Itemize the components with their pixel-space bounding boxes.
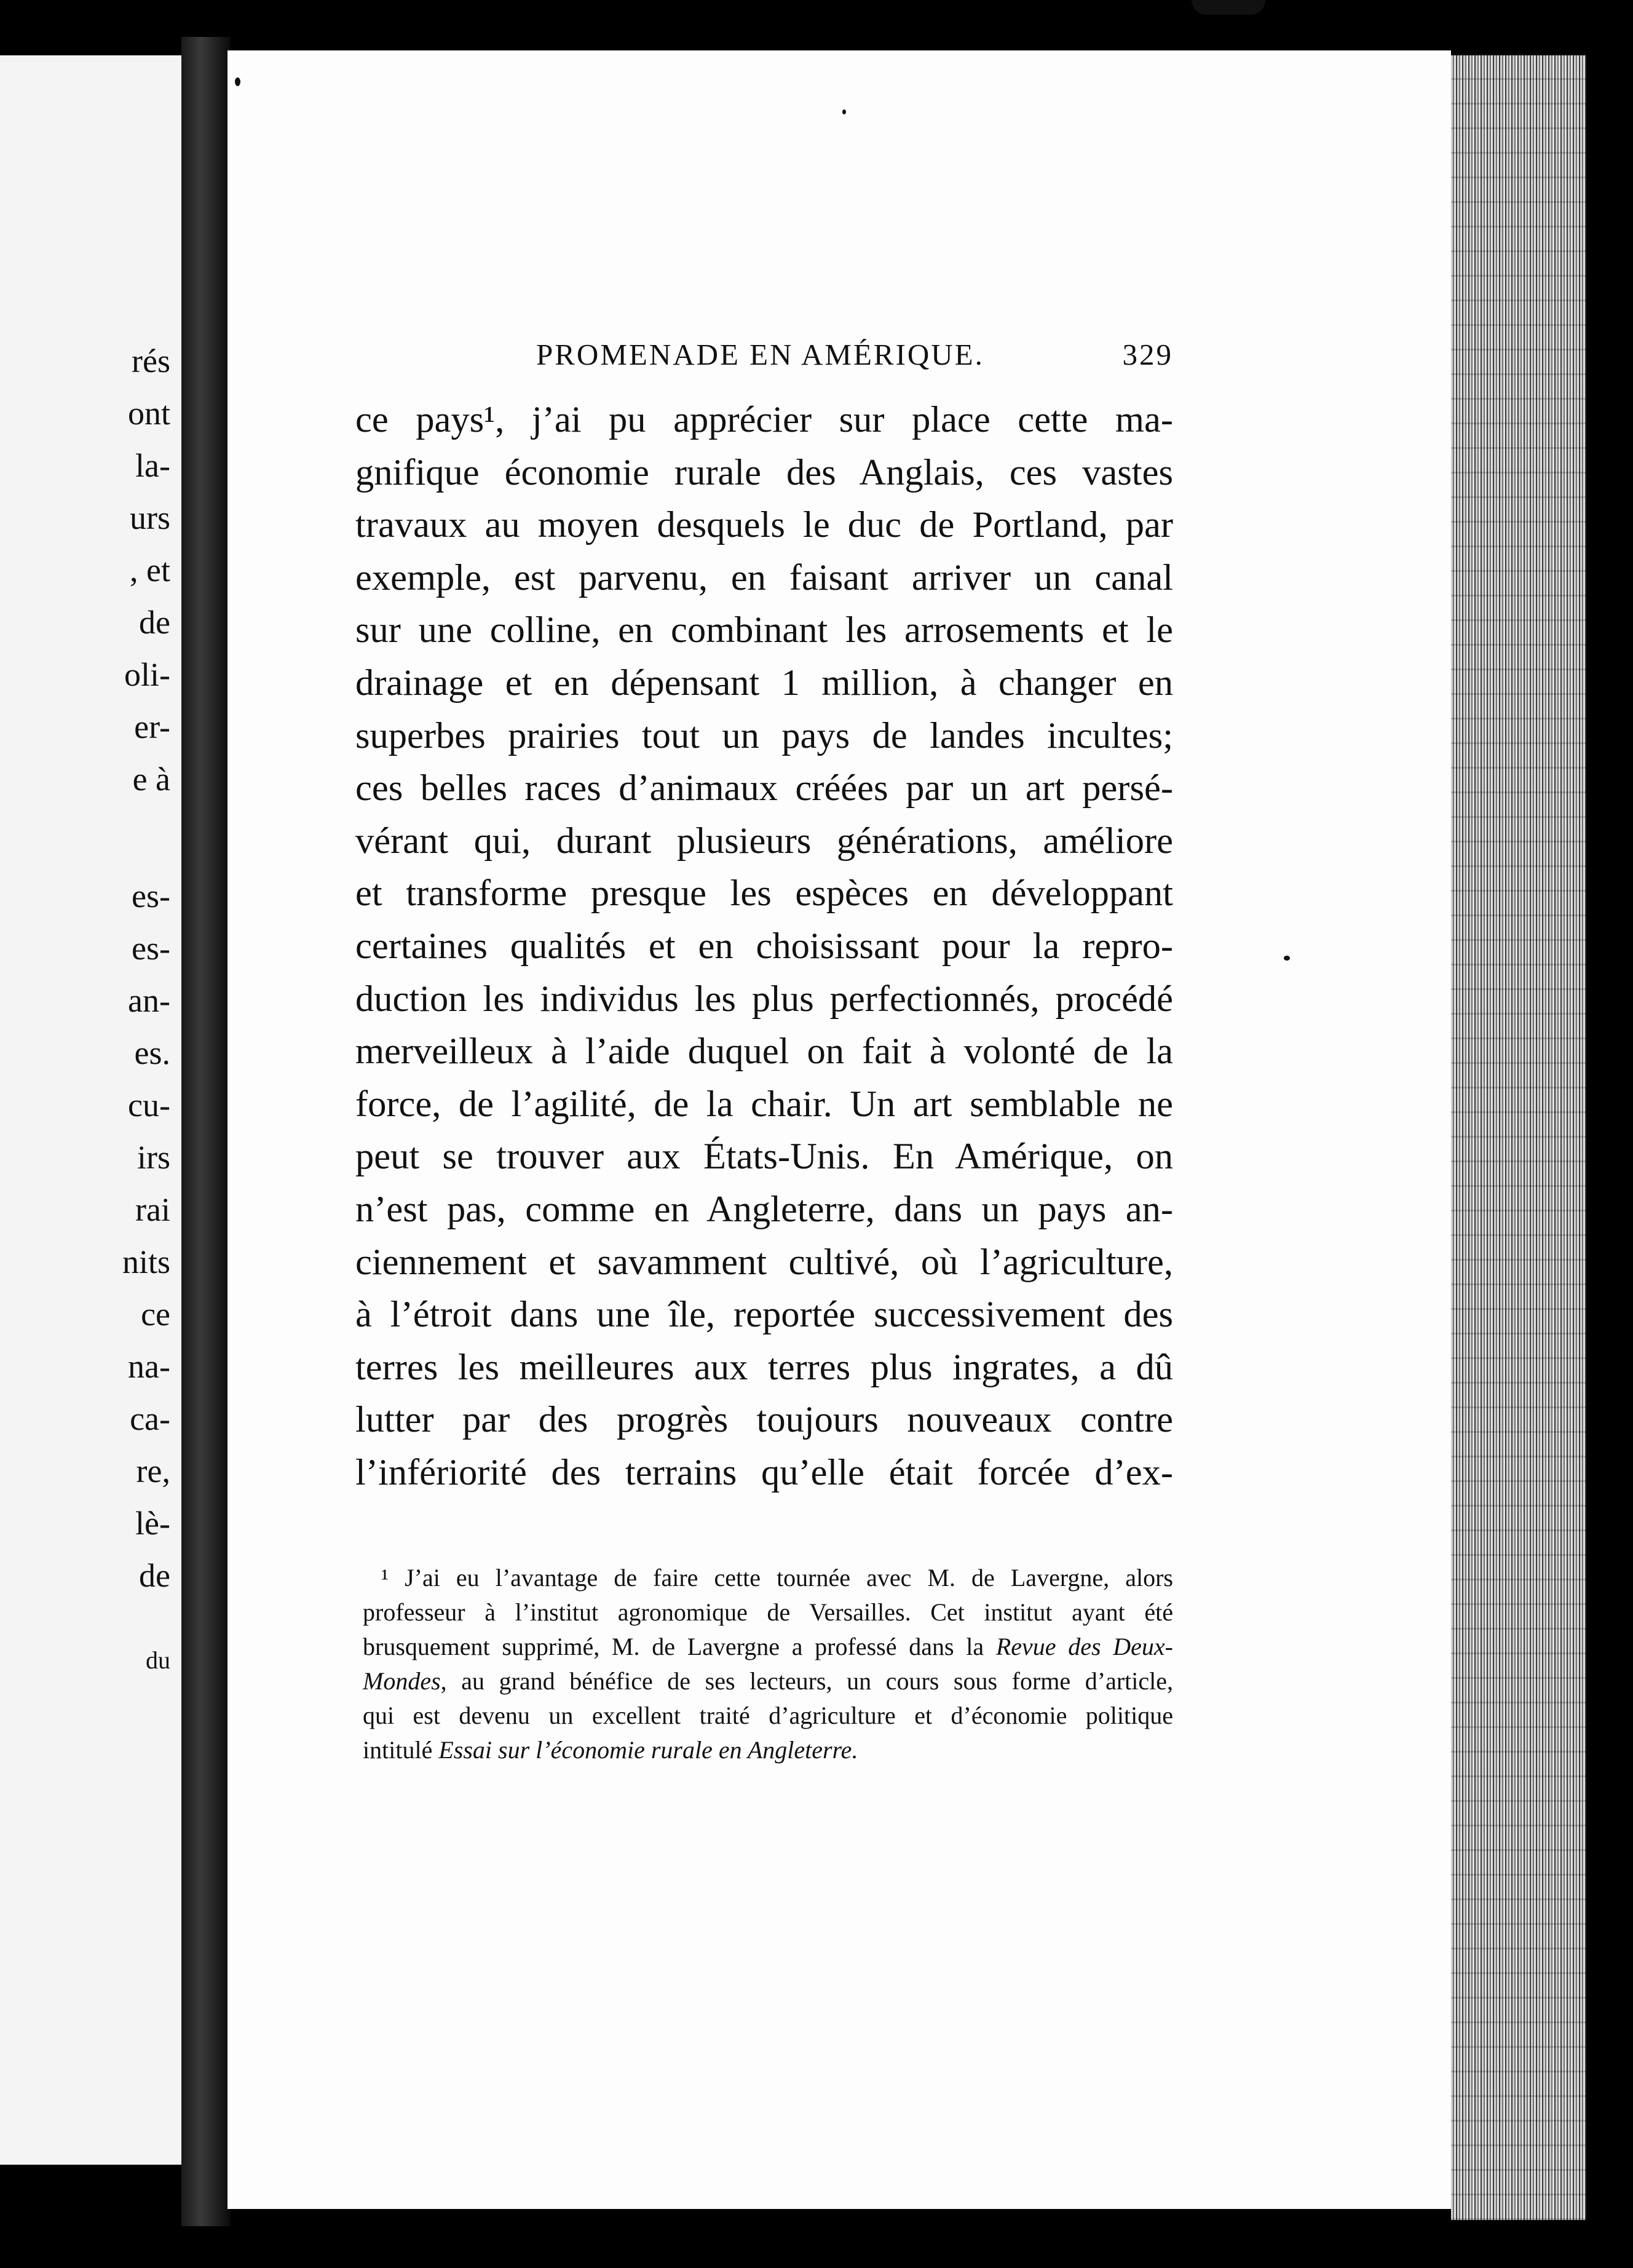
left-page-fragment: lè- bbox=[135, 1505, 170, 1542]
left-page-fragment: rai bbox=[135, 1191, 170, 1228]
text-line: l’infériorité des terrains qu’elle était forcée d’ex- bbox=[355, 1451, 1173, 1493]
left-page-fragment: , et bbox=[130, 552, 170, 589]
text-line: gnifique économie rurale des Anglais, ces vastes bbox=[355, 451, 1173, 493]
left-page-fragment: irs bbox=[137, 1139, 170, 1176]
left-page-fragment: e à bbox=[132, 761, 170, 798]
text-line: ces belles races d’animaux créées par un art persé- bbox=[355, 767, 1173, 809]
left-page-fragment: urs bbox=[130, 499, 170, 536]
left-page-fragment: ont bbox=[127, 395, 170, 432]
page-edges bbox=[1451, 55, 1586, 2220]
text-line: vérant qui, durant plusieurs générations, améliore bbox=[355, 820, 1173, 862]
footnote-line: qui est devenu un excellent traité d’agriculture et d’économie politique bbox=[363, 1702, 1173, 1729]
ink-speck bbox=[842, 109, 846, 114]
footnote-line bbox=[363, 1733, 1173, 1767]
footnote-text: intitulé bbox=[363, 1736, 439, 1764]
footnote-italic: Mondes bbox=[363, 1667, 441, 1695]
footnote-text: brusquement supprimé, M. de Lavergne a professé dans la bbox=[363, 1633, 996, 1660]
text-line: sur une colline, en combinant les arrosements et le bbox=[355, 609, 1173, 651]
book-gutter bbox=[181, 37, 231, 2226]
footnote-italic: Revue des Deux- bbox=[995, 1633, 1174, 1660]
left-page-fragment: cu- bbox=[128, 1087, 170, 1124]
text-line: exemple, est parvenu, en faisant arriver un canal bbox=[355, 557, 1173, 598]
text-line: terres les meilleures aux terres plus ingrates, a dû bbox=[355, 1346, 1173, 1388]
running-header bbox=[355, 337, 1173, 380]
text-line: force, de l’agilité, de la chair. Un art semblable ne bbox=[355, 1083, 1173, 1125]
footnote-text: , au grand bénéfice de ses lecteurs, un cours sous forme d’article, bbox=[440, 1667, 1173, 1695]
left-page-fragment: na- bbox=[128, 1348, 170, 1385]
text-line: merveilleux à l’aide duquel on fait à volonté de la bbox=[355, 1031, 1173, 1073]
left-page-fragment: an- bbox=[128, 982, 170, 1019]
left-page-fragment: ce bbox=[141, 1296, 170, 1333]
text-line: certaines qualités et en choisissant pour la repro- bbox=[355, 925, 1173, 967]
left-page-fragment: nits bbox=[122, 1243, 170, 1280]
left-page-fragment: de bbox=[139, 1557, 170, 1594]
left-page-fragment: du bbox=[146, 1646, 170, 1674]
text-line: à l’étroit dans une île, reportée successivement des bbox=[355, 1294, 1173, 1336]
ink-speck bbox=[1192, 0, 1265, 15]
footnote-line: ¹ J’ai eu l’avantage de faire cette tournée avec M. de Lavergne, alors bbox=[381, 1564, 1173, 1592]
text-line: travaux au moyen desquels le duc de Portland, par bbox=[355, 504, 1173, 546]
left-page-fragment: er- bbox=[134, 708, 170, 745]
ink-speck bbox=[1284, 956, 1290, 961]
left-page-fragment: de bbox=[139, 604, 170, 641]
footnote-line bbox=[363, 1630, 1173, 1664]
text-line: peut se trouver aux États-Unis. En Amérique, on bbox=[355, 1136, 1173, 1178]
left-page-fragment: es. bbox=[134, 1034, 170, 1071]
text-line: ce pays¹, j’ai pu apprécier sur place cette ma- bbox=[355, 399, 1173, 440]
text-line: duction les individus les plus perfectionnés, procédé bbox=[355, 978, 1173, 1020]
text-line: n’est pas, comme en Angleterre, dans un pays an- bbox=[355, 1188, 1173, 1230]
text-line: et transforme presque les espèces en développant bbox=[355, 873, 1173, 914]
body-text bbox=[355, 394, 1173, 1499]
left-page-fragment: la- bbox=[135, 447, 170, 484]
footnote bbox=[363, 1561, 1173, 1767]
left-page-fragment: rés bbox=[132, 343, 170, 379]
footnote-italic: Essai sur l’économie rurale en Angleterre. bbox=[438, 1736, 858, 1764]
footnote-line: professeur à l’institut agronomique de Versailles. Cet institut ayant été bbox=[363, 1598, 1173, 1626]
footnote-line bbox=[363, 1664, 1173, 1699]
left-page-fragment: es- bbox=[132, 878, 170, 914]
running-title: PROMENADE EN AMÉRIQUE. bbox=[536, 338, 984, 371]
previous-page-fragment bbox=[0, 55, 181, 2165]
left-page-fragment: re, bbox=[136, 1453, 170, 1489]
text-line: lutter par des progrès toujours nouveaux contre bbox=[355, 1399, 1173, 1441]
text-line: drainage et en dépensant 1 million, à changer en bbox=[355, 662, 1173, 704]
left-page-fragment: oli- bbox=[124, 656, 170, 693]
text-line: superbes prairies tout un pays de landes incultes; bbox=[355, 715, 1173, 756]
ink-speck bbox=[235, 77, 240, 86]
page-number: 329 bbox=[1122, 338, 1173, 371]
text-line: ciennement et savamment cultivé, où l’agriculture, bbox=[355, 1241, 1173, 1283]
left-page-fragment: ca- bbox=[130, 1400, 170, 1437]
left-page-fragment: es- bbox=[132, 930, 170, 967]
